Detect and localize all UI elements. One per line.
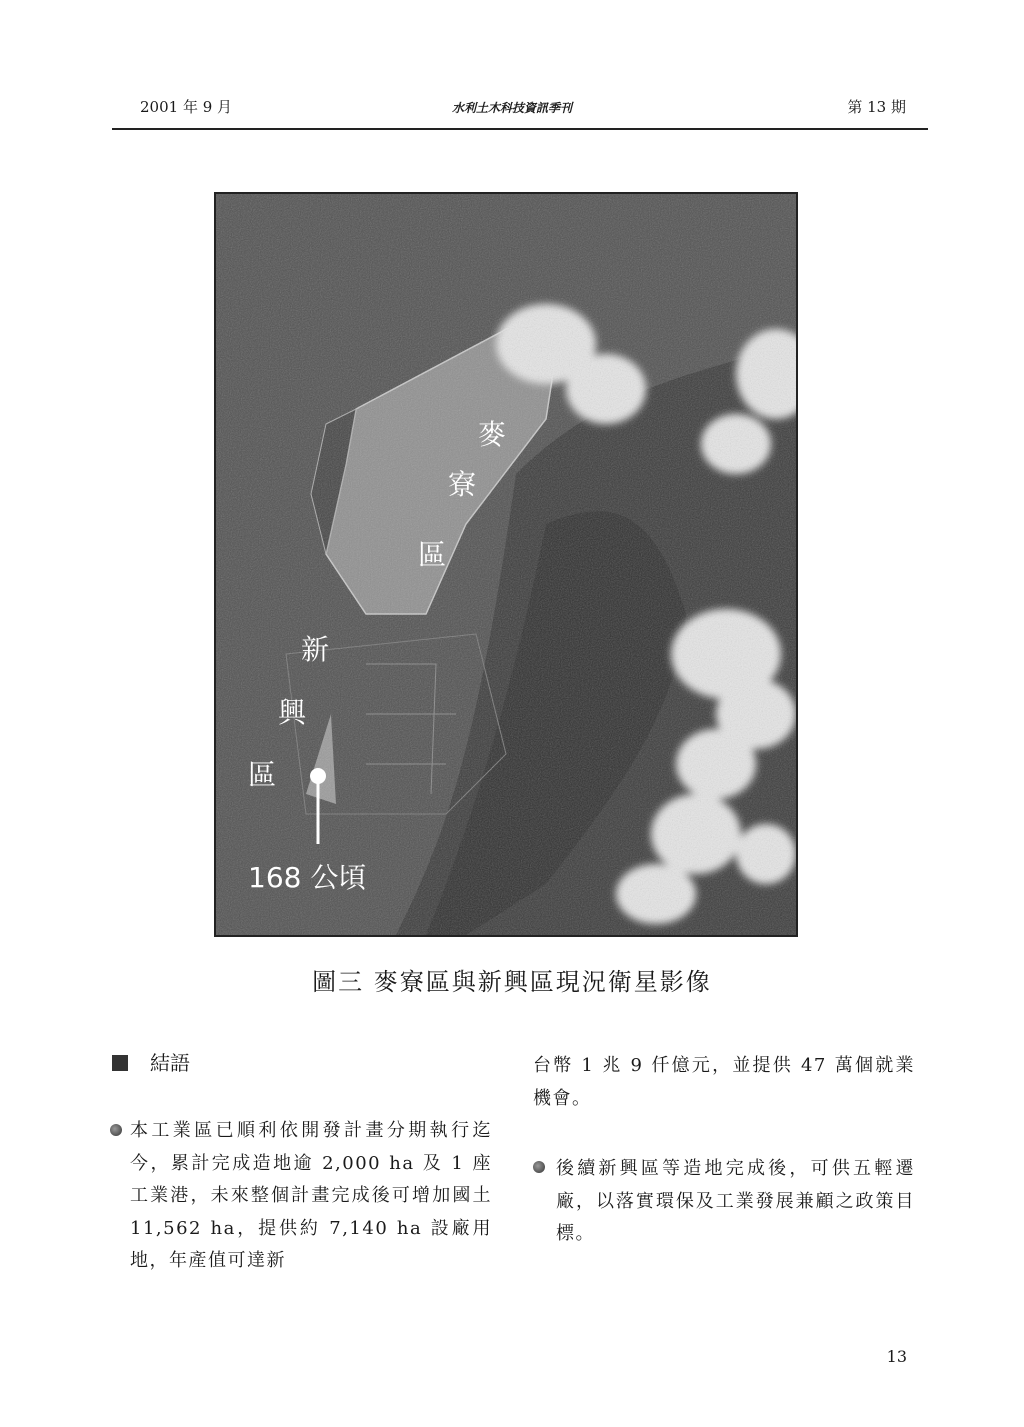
satellite-image	[214, 192, 798, 937]
header-rule	[112, 128, 928, 130]
section-heading	[112, 1047, 190, 1076]
label-hsinhsing-1: 新	[301, 633, 330, 666]
page-number: 13	[886, 1347, 907, 1366]
label-hsinhsing-2: 興	[278, 696, 307, 729]
header-issue: 第 13 期	[847, 98, 906, 116]
conclusion-bullet-2: 後續新興區等造地完成後，可供五輕遷廠，以落實環保及工業發展兼顧之政策目標。	[556, 1158, 915, 1244]
label-mailiao-1: 麥	[478, 418, 507, 451]
header-journal-title: 水利土木科技資訊季刊	[451, 101, 572, 115]
figure-caption: 圖三 麥寮區與新興區現況衛星影像	[312, 968, 712, 996]
square-bullet-icon	[112, 1055, 128, 1071]
conclusion-bullet-1-continued: 台幣 1 兆 9 仟億元，並提供 47 萬個就業機會。	[533, 1055, 915, 1109]
label-area-hectares: 168 公頃	[248, 861, 367, 894]
section-heading-text: 結語	[150, 1051, 190, 1075]
pointer-dot	[310, 768, 326, 784]
conclusion-bullet-1: 本工業區已順利依開發計畫分期執行迄今，累計完成造地逾 2,000 ha 及 1 座工業港，未來整個計畫完成後可增加國土 11,562 ha，提供約 7,140 ha 設廠用地，年產值可達新	[130, 1120, 492, 1271]
bullet-dot-icon	[533, 1161, 545, 1173]
bullet-dot-icon	[110, 1124, 122, 1136]
label-mailiao-2: 寮	[448, 468, 477, 501]
label-hsinhsing-3: 區	[248, 758, 277, 791]
label-mailiao-3: 區	[418, 538, 447, 571]
header-date: 2001 年 9 月	[140, 98, 233, 116]
